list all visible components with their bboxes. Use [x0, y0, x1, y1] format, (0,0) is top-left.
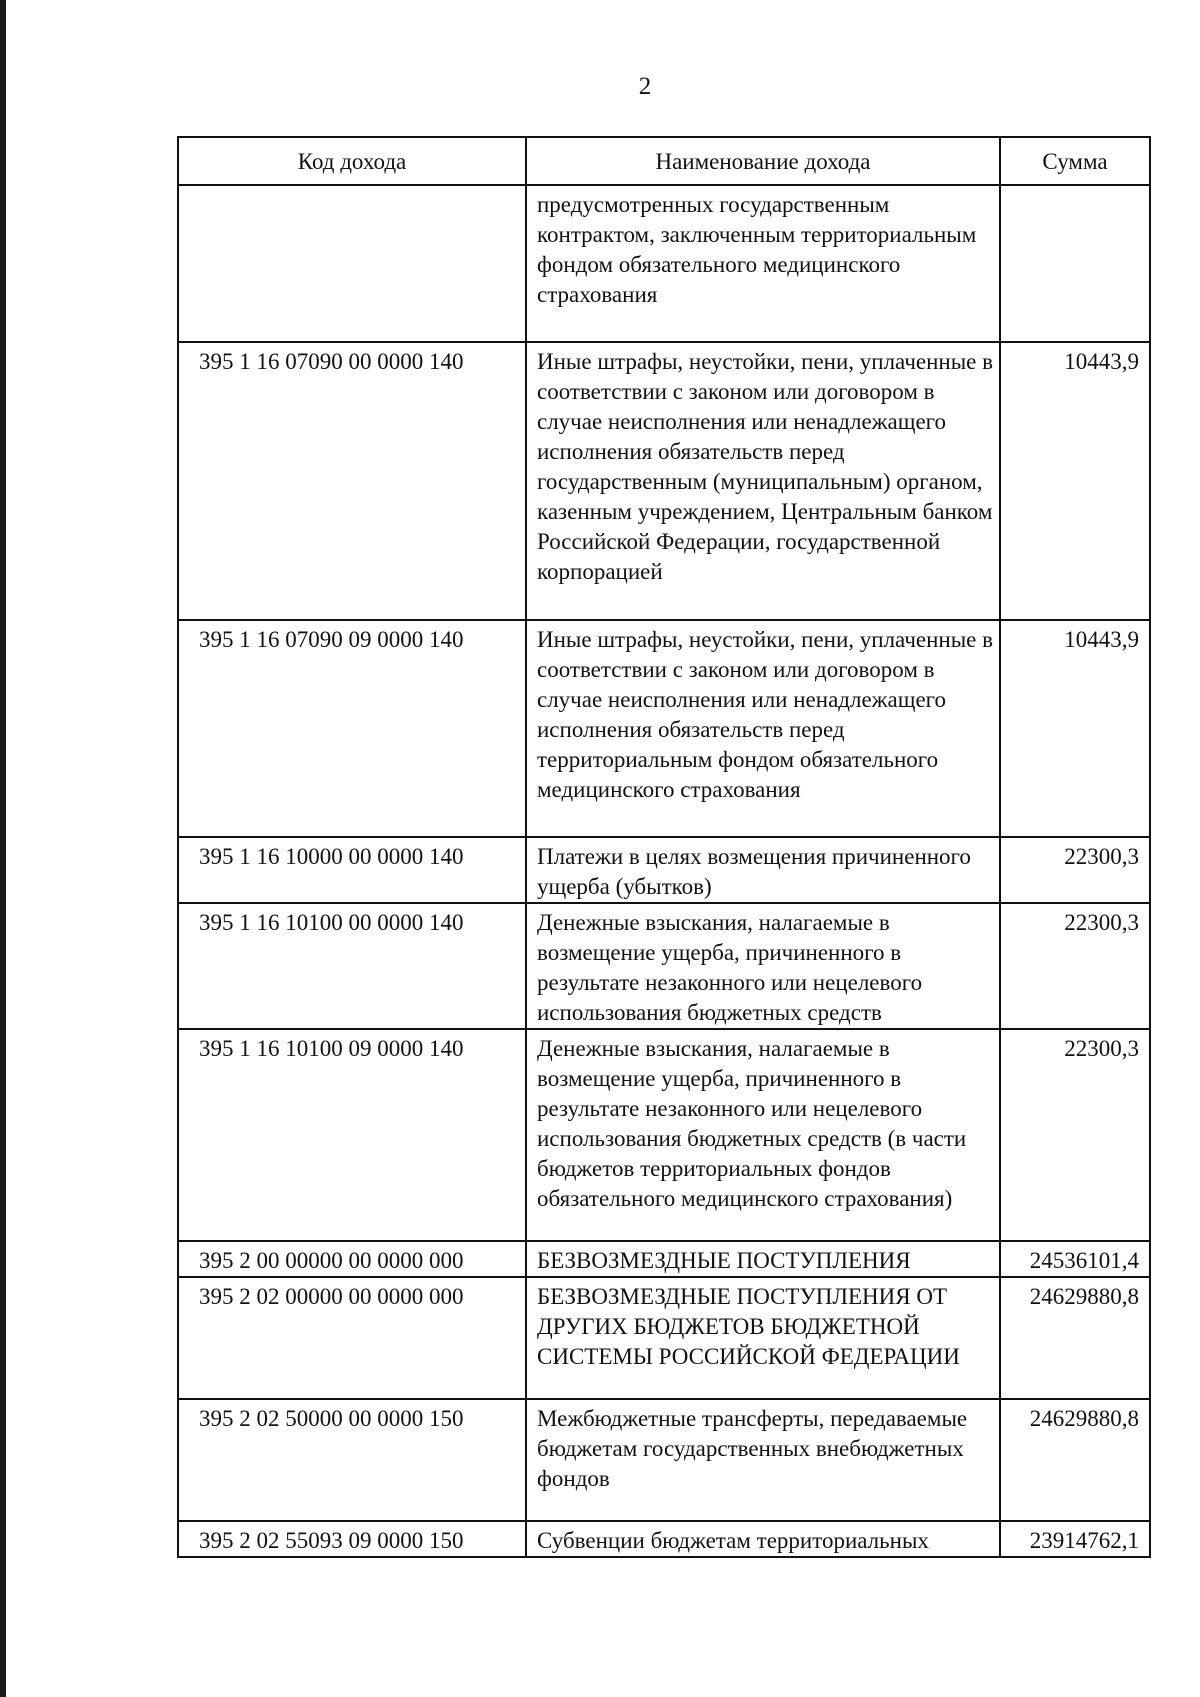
header-sum: Сумма: [1000, 137, 1150, 185]
table-row: [178, 1241, 1150, 1277]
table-row: [178, 1399, 1150, 1521]
income-code: 395 2 02 55093 09 0000 150: [178, 1521, 526, 1557]
table-row: [178, 837, 1150, 903]
income-table: [177, 136, 1151, 1558]
income-name: Денежные взыскания, налагаемые в возмещение ущерба, причиненного в результате незаконного или нецелевого использования бюджетных средств (в части бюджетов территориальных фондов обязательного медицинского страхования): [526, 1029, 1000, 1241]
income-code: 395 1 16 10100 09 0000 140: [178, 1029, 526, 1241]
income-sum: 24629880,8: [1000, 1277, 1150, 1399]
table-row: [178, 620, 1150, 837]
income-sum: 24536101,4: [1000, 1241, 1150, 1277]
income-code: 395 1 16 10000 00 0000 140: [178, 837, 526, 903]
table-row: [178, 342, 1150, 620]
income-sum: 22300,3: [1000, 837, 1150, 903]
income-name: БЕЗВОЗМЕЗДНЫЕ ПОСТУПЛЕНИЯ ОТ ДРУГИХ БЮДЖЕТОВ БЮДЖЕТНОЙ СИСТЕМЫ РОССИЙСКОЙ ФЕДЕРАЦИИ: [526, 1277, 1000, 1399]
income-name: Субвенции бюджетам территориальных: [526, 1521, 1000, 1557]
income-code: 395 2 02 50000 00 0000 150: [178, 1399, 526, 1521]
page-number: 2: [638, 73, 652, 100]
table-row: [178, 1521, 1150, 1557]
income-sum: 10443,9: [1000, 342, 1150, 620]
income-name: Денежные взыскания, налагаемые в возмещение ущерба, причиненного в результате незаконного или нецелевого использования бюджетных средств: [526, 903, 1000, 1029]
income-name: Иные штрафы, неустойки, пени, уплаченные в соответствии с законом или договором в случае неисполнения или ненадлежащего исполнения обязательств перед государственным (муниципальным) органом, казенным учреждением, Центральным банком Российской Федерации, государственной корпорацией: [526, 342, 1000, 620]
income-sum: 22300,3: [1000, 903, 1150, 1029]
income-code: 395 1 16 10100 00 0000 140: [178, 903, 526, 1029]
income-sum: 23914762,1: [1000, 1521, 1150, 1557]
income-name: Иные штрафы, неустойки, пени, уплаченные в соответствии с законом или договором в случае неисполнения или ненадлежащего исполнения обязательств перед территориальным фондом обязательного медицинского страхования: [526, 620, 1000, 837]
table-header-row: [178, 137, 1150, 185]
income-code: 395 1 16 07090 00 0000 140: [178, 342, 526, 620]
header-name: Наименование дохода: [526, 137, 1000, 185]
income-sum: 24629880,8: [1000, 1399, 1150, 1521]
income-code: 395 1 16 07090 09 0000 140: [178, 620, 526, 837]
header-code: Код дохода: [178, 137, 526, 185]
income-code: 395 2 00 00000 00 0000 000: [178, 1241, 526, 1277]
income-name: Платежи в целях возмещения причиненного ущерба (убытков): [526, 837, 1000, 903]
scan-edge: [0, 0, 6, 1697]
income-name: Межбюджетные трансферты, передаваемые бюджетам государственных внебюджетных фондов: [526, 1399, 1000, 1521]
income-sum: 10443,9: [1000, 620, 1150, 837]
table-row: [178, 1277, 1150, 1399]
income-sum: [1000, 185, 1150, 342]
income-code: 395 2 02 00000 00 0000 000: [178, 1277, 526, 1399]
table-row: [178, 1029, 1150, 1241]
table-row: [178, 903, 1150, 1029]
table-row: [178, 185, 1150, 342]
income-name: БЕЗВОЗМЕЗДНЫЕ ПОСТУПЛЕНИЯ: [526, 1241, 1000, 1277]
income-name: предусмотренных государственным контрактом, заключенным территориальным фондом обязательного медицинского страхования: [526, 185, 1000, 342]
income-code: [178, 185, 526, 342]
income-sum: 22300,3: [1000, 1029, 1150, 1241]
